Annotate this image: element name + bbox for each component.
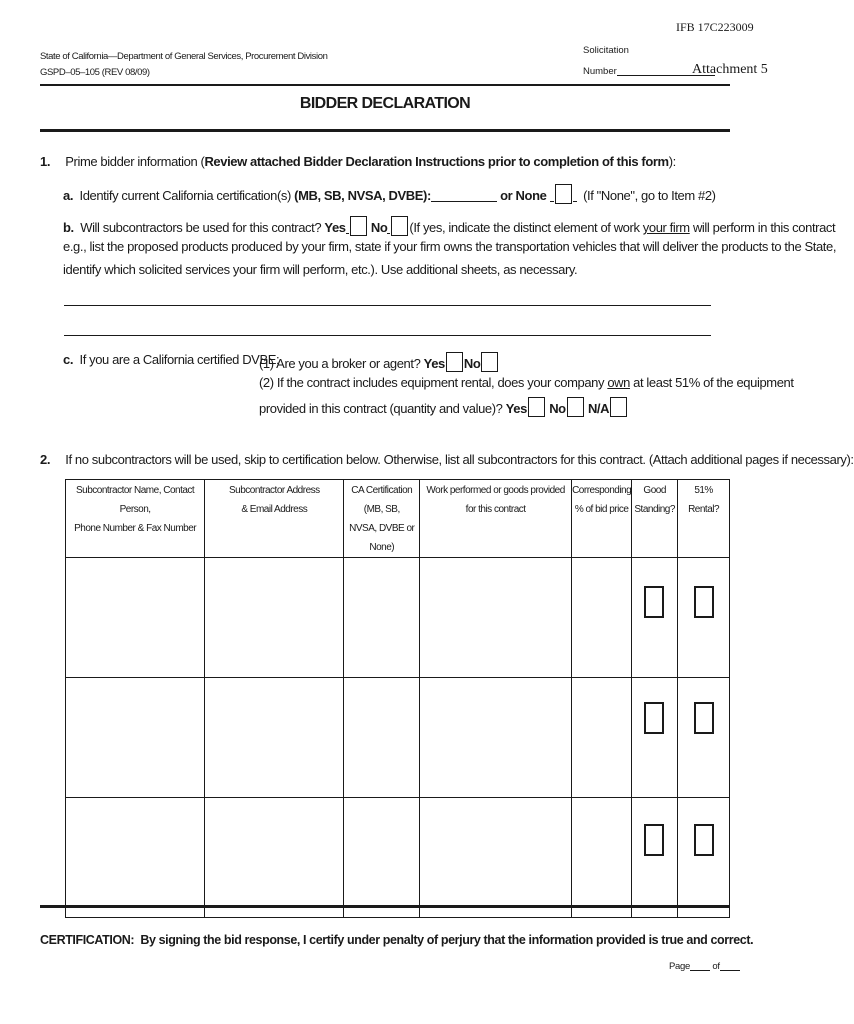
- cell-work[interactable]: [420, 798, 572, 918]
- header-subcontractor-address: Subcontractor Address & Email Address: [205, 480, 344, 558]
- subcontractors-no-checkbox[interactable]: [391, 216, 408, 236]
- item1c-q2-line2: [259, 397, 628, 417]
- good-standing-checkbox[interactable]: [644, 824, 664, 856]
- table-header-row: [66, 480, 730, 558]
- certification-field[interactable]: [431, 201, 497, 202]
- cell-percent[interactable]: [572, 678, 632, 798]
- number-label: Number: [583, 66, 617, 77]
- table-row: [66, 798, 730, 918]
- agency-name: State of California—Department of General Services, Procurement Division: [40, 51, 328, 62]
- rental-yes-checkbox[interactable]: [528, 397, 545, 417]
- item2-text: If no subcontractors will be used, skip to certification below. Otherwise, list all subcontractors for this contract. (Attach additional pages if necessary):: [65, 452, 854, 467]
- cell-percent[interactable]: [572, 798, 632, 918]
- item2-number: 2.: [40, 452, 51, 467]
- item1c-q2-text-a: (2) If the contract includes equipment rental, does your company: [259, 375, 608, 390]
- rental-checkbox[interactable]: [694, 824, 714, 856]
- attachment-label: Attachment 5: [692, 62, 768, 77]
- cell-rental: [678, 558, 730, 678]
- header-work-performed: Work performed or goods provided for this contract: [420, 480, 572, 558]
- subcontractors-yes-checkbox[interactable]: [350, 216, 367, 236]
- item1a-line: [63, 184, 716, 204]
- item1c-q2-own: own: [607, 375, 630, 390]
- item1a-certs: (MB, SB, NVSA, DVBE):: [294, 188, 431, 203]
- item1c-q2-no-label: No: [549, 401, 566, 416]
- cell-name[interactable]: [66, 678, 205, 798]
- rental-checkbox[interactable]: [694, 586, 714, 618]
- certification-label: CERTIFICATION:: [40, 933, 135, 947]
- item1b-line3: identify which solicited services your firm will perform, etc.). Use additional sheets, as necessary.: [63, 262, 578, 277]
- cell-address[interactable]: [205, 678, 344, 798]
- none-checkbox[interactable]: [555, 184, 572, 204]
- cell-certification[interactable]: [344, 678, 420, 798]
- item1b-line2: e.g., list the proposed products produced by your firm, state if your firm owns the transportation vehicles that will deliver the products to the State,: [63, 239, 837, 254]
- item1-line: [40, 154, 676, 169]
- header-rental: 51% Rental?: [678, 480, 730, 558]
- item1c-text: If you are a California certified DVBE:: [79, 352, 280, 367]
- item2-line: [40, 452, 854, 467]
- of-label: of: [712, 961, 720, 972]
- work-description-line-1[interactable]: [64, 305, 711, 306]
- item1-intro-bold: Review attached Bidder Declaration Instructions prior to completion of this form: [204, 154, 669, 169]
- item1c-q2-na-label: N/A: [587, 401, 610, 416]
- rental-no-checkbox[interactable]: [567, 397, 584, 417]
- solicitation-label: Solicitation: [583, 45, 629, 56]
- item1c-q2-text-b: at least 51% of the equipment: [629, 375, 794, 390]
- rental-checkbox[interactable]: [694, 702, 714, 734]
- item1a-or-none: or None: [500, 188, 547, 203]
- subcontractor-table: [65, 479, 730, 918]
- rental-na-checkbox[interactable]: [610, 397, 627, 417]
- good-standing-checkbox[interactable]: [644, 702, 664, 734]
- work-description-line-2[interactable]: [64, 335, 711, 336]
- certification-divider: [40, 905, 730, 908]
- item1c-label: c.: [63, 352, 74, 367]
- certification-text: By signing the bid response, I certify under penalty of perjury that the information provided is true and correct.: [140, 933, 754, 947]
- page-label: Page: [669, 961, 690, 972]
- cell-work[interactable]: [420, 558, 572, 678]
- item1a-text: Identify current California certification(s): [79, 188, 295, 203]
- table-row: [66, 678, 730, 798]
- item1c-line: [63, 352, 279, 367]
- cell-good-standing: [632, 558, 678, 678]
- item1b-line: [63, 216, 835, 236]
- header-subcontractor-name: Subcontractor Name, Contact Person, Phone Number & Fax Number: [66, 480, 205, 558]
- cell-name[interactable]: [66, 558, 205, 678]
- title-divider: [40, 129, 730, 132]
- item1b-label: b.: [63, 220, 74, 235]
- cell-rental: [678, 798, 730, 918]
- item1b-no-label: No: [370, 220, 388, 235]
- page-number: [669, 961, 740, 972]
- item1c-q1-text: (1) Are you a broker or agent?: [259, 356, 421, 371]
- item1-number: 1.: [40, 154, 51, 169]
- broker-yes-checkbox[interactable]: [446, 352, 463, 372]
- item1b-cont1: (If yes, indicate the distinct element of work: [409, 220, 643, 235]
- item1a-label: a.: [63, 188, 74, 203]
- item1c-q2-line2-text: provided in this contract (quantity and value)?: [259, 401, 503, 416]
- header-percent-bid-price: Corresponding % of bid price: [572, 480, 632, 558]
- item1b-yes-label: Yes: [324, 220, 346, 235]
- cell-rental: [678, 678, 730, 798]
- item1a-note: (If "None", go to Item #2): [583, 188, 716, 203]
- item1b-text: Will subcontractors be used for this contract?: [80, 220, 322, 235]
- cell-address[interactable]: [205, 558, 344, 678]
- broker-no-checkbox[interactable]: [481, 352, 498, 372]
- item1b-your-firm: your firm: [642, 220, 690, 235]
- item1c-q1: [259, 352, 499, 372]
- item1-intro: Prime bidder information (: [65, 154, 205, 169]
- cell-name[interactable]: [66, 798, 205, 918]
- header-divider: [40, 84, 730, 86]
- form-id: GSPD–05–105 (REV 08/09): [40, 67, 150, 78]
- header-ca-certification: CA Certification (MB, SB, NVSA, DVBE or None): [344, 480, 420, 558]
- header-good-standing: Good Standing?: [632, 480, 678, 558]
- table-row: [66, 558, 730, 678]
- ifb-number: IFB 17C223009: [676, 20, 754, 34]
- item1c-q1-yes-label: Yes: [423, 356, 445, 371]
- cell-work[interactable]: [420, 678, 572, 798]
- good-standing-checkbox[interactable]: [644, 586, 664, 618]
- cell-good-standing: [632, 798, 678, 918]
- cell-address[interactable]: [205, 798, 344, 918]
- page-field[interactable]: [690, 970, 710, 971]
- total-pages-field[interactable]: [720, 970, 740, 971]
- cell-good-standing: [632, 678, 678, 798]
- page-title: BIDDER DECLARATION: [299, 95, 471, 112]
- cell-certification[interactable]: [344, 558, 420, 678]
- item1c-q2-yes-label: Yes: [505, 401, 527, 416]
- certification-statement: [40, 933, 753, 947]
- item1c-q2: [259, 375, 794, 390]
- item1-intro-end: ):: [668, 154, 676, 169]
- item1c-q1-no-label: No: [463, 356, 481, 371]
- item1b-cont2: will perform in this contract: [689, 220, 836, 235]
- cell-percent[interactable]: [572, 558, 632, 678]
- cell-certification[interactable]: [344, 798, 420, 918]
